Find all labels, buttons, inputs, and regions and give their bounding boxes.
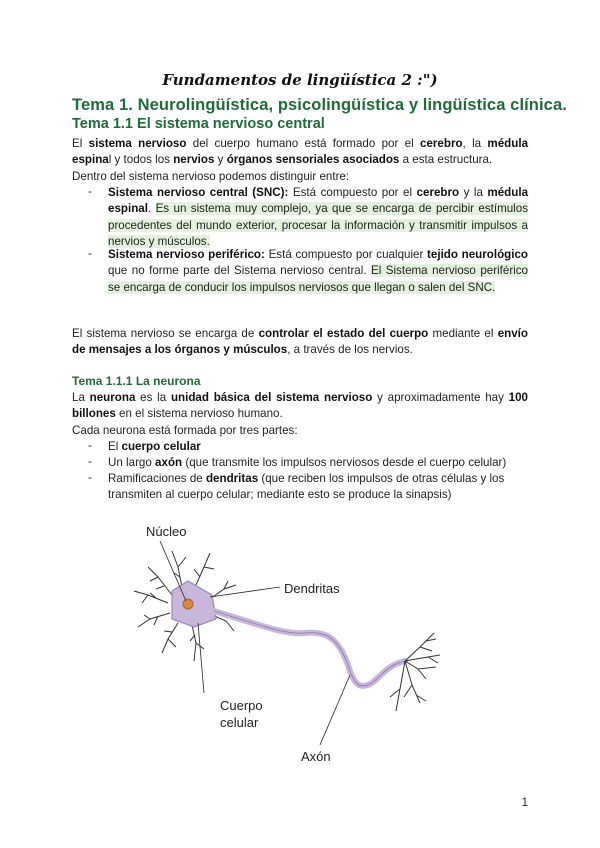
label-cuerpo: Cuerpo — [220, 698, 263, 713]
nucleus — [183, 599, 193, 609]
paragraph-funcion: El sistema nervioso se encarga de controlar el estado del cuerpo mediante el envío de mensajes a los órganos y músculos, a través de los nervios. — [72, 327, 528, 357]
label-dendritas: Dendritas — [284, 581, 340, 596]
paragraph-distinguir: Dentro del sistema nervioso podemos distinguir entre: — [72, 170, 350, 183]
list-item-part: Un largo axón (que transmite los impulsos nerviosos desde el cuerpo celular) — [108, 456, 507, 469]
paragraph-sistema-nervioso: El sistema nervioso del cuerpo humano está formado por el cerebro, la médula espinal y todos los nervios y órganos sensoriales asociados a esta estructura. — [72, 137, 529, 167]
heading-tema-1-1: Tema 1.1 El sistema nervioso central — [72, 116, 325, 132]
axon-terminals — [390, 633, 440, 711]
bullet-dash: - — [88, 439, 92, 452]
bullet-dash: - — [88, 455, 92, 468]
list-item-snc: Sistema nervioso central (SNC): Está compuesto por el cerebro y la médula espinal. Es un sistema muy complejo, ya que se encarga de percibir estímulos procedentes del mundo exterior, procesar la información y transmitir impulsos a nervios y músculos. — [108, 186, 529, 249]
paragraph-partes: Cada neurona está formada por tres partes: — [72, 424, 298, 437]
list-item-part: Ramificaciones de dendritas (que reciben los impulsos de otras células y los transmiten al cuerpo celular; mediante esto se produce la sinapsis) — [108, 472, 505, 502]
label-celular: celular — [220, 715, 259, 730]
page-number: 1 — [521, 797, 528, 809]
neuron-diagram — [120, 515, 450, 780]
heading-tema-1: Tema 1. Neurolingüística, psicolingüística y lingüística clínica. — [72, 96, 567, 114]
axon — [214, 611, 405, 686]
list-item-snp: Sistema nervioso periférico: Está compuesto por cualquier tejido neurológico que no forme parte del Sistema nervioso central. El Sistema nervioso periférico se encarga de conducir los impulsos nerviosos que llegan o salen del SNC. — [108, 248, 529, 294]
bullet-dash: - — [88, 247, 92, 260]
heading-tema-1-1-1: Tema 1.1.1 La neurona — [72, 374, 201, 388]
label-nucleo: Núcleo — [146, 524, 187, 539]
bullet-dash: - — [88, 471, 92, 484]
list-item-part: El cuerpo celular — [108, 440, 201, 453]
document-title: Fundamentos de lingüística 2 :") — [162, 71, 438, 89]
paragraph-neurona: La neurona es la unidad básica del sistema nervioso y aproximadamente hay 100 billones en el sistema nervioso humano. — [72, 391, 528, 421]
bullet-dash: - — [88, 185, 92, 198]
label-axon: Axón — [301, 749, 331, 764]
cell-body — [172, 581, 216, 627]
